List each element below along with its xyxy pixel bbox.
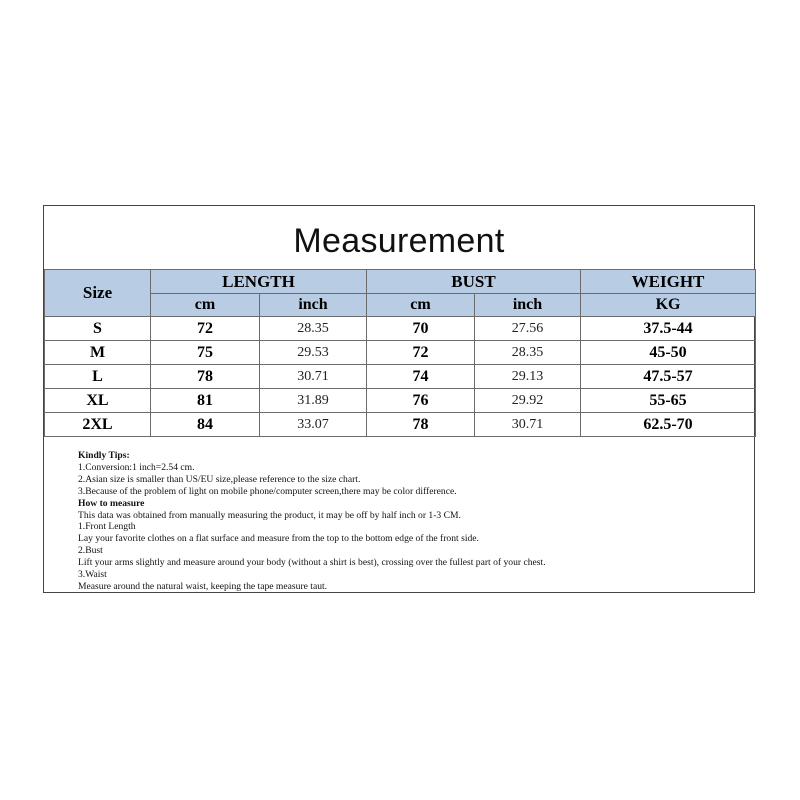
length-cm-cell: 75: [151, 341, 260, 365]
table-row: [45, 317, 756, 341]
length-inch-cell: 31.89: [260, 389, 367, 413]
length-cm-cell: 84: [151, 413, 260, 437]
tip-line: 2.Asian size is smaller than US/EU size,please reference to the size chart.: [78, 473, 361, 485]
size-chart: [43, 205, 755, 593]
how-line: Measure around the natural waist, keeping the tape measure taut.: [78, 580, 328, 592]
size-column-header: Size: [45, 270, 151, 317]
length-inch-cell: 29.53: [260, 341, 367, 365]
length-cm-cell: 72: [151, 317, 260, 341]
weight-cell: 45-50: [581, 341, 756, 365]
bust-inch-cell: 29.92: [475, 389, 581, 413]
length-inch-cell: 33.07: [260, 413, 367, 437]
length-inch-cell: 28.35: [260, 317, 367, 341]
bust-inch-cell: 28.35: [475, 341, 581, 365]
unit-header: cm: [367, 294, 475, 317]
weight-group-header: WEIGHT: [581, 270, 756, 294]
weight-cell: 55-65: [581, 389, 756, 413]
tips-heading: Kindly Tips:: [78, 450, 130, 461]
bust-cm-cell: 72: [367, 341, 475, 365]
table-unit-row: [45, 294, 756, 317]
tip-line: 3.Because of the problem of light on mobile phone/computer screen,there may be color difference.: [78, 485, 457, 497]
bust-inch-cell: 27.56: [475, 317, 581, 341]
size-table: [44, 269, 756, 437]
how-line: 1.Front Length: [78, 521, 136, 533]
length-cm-cell: 81: [151, 389, 260, 413]
table-row: [45, 413, 756, 437]
table-row: [45, 389, 756, 413]
table-row: [45, 341, 756, 365]
size-cell: XL: [45, 389, 151, 413]
unit-header: inch: [475, 294, 581, 317]
tips-section: [78, 450, 738, 593]
how-line: Lift your arms slightly and measure around your body (without a shirt is best), crossing over the fullest part of your chest.: [78, 557, 546, 569]
length-cm-cell: 78: [151, 365, 260, 389]
unit-header: cm: [151, 294, 260, 317]
chart-title: Measurement: [293, 222, 505, 260]
length-group-header: LENGTH: [151, 270, 367, 294]
tip-line: 1.Conversion:1 inch=2.54 cm.: [78, 461, 195, 473]
weight-cell: 37.5-44: [581, 317, 756, 341]
weight-cell: 47.5-57: [581, 365, 756, 389]
how-line: 2.Bust: [78, 545, 103, 557]
table-header-row: [45, 270, 756, 294]
how-line: 3.Waist: [78, 569, 107, 581]
length-inch-cell: 30.71: [260, 365, 367, 389]
unit-header: KG: [581, 294, 756, 317]
bust-inch-cell: 29.13: [475, 365, 581, 389]
how-line: This data was obtained from manually measuring the product, it may be off by half inch or 1-3 CM.: [78, 509, 461, 521]
size-cell: L: [45, 365, 151, 389]
bust-cm-cell: 78: [367, 413, 475, 437]
how-line: Lay your favorite clothes on a flat surface and measure from the top to the bottom edge of the front side.: [78, 533, 479, 545]
bust-cm-cell: 76: [367, 389, 475, 413]
table-row: [45, 365, 756, 389]
unit-header: inch: [260, 294, 367, 317]
size-cell: S: [45, 317, 151, 341]
bust-cm-cell: 70: [367, 317, 475, 341]
how-to-measure-heading: How to measure: [78, 497, 145, 509]
size-cell: 2XL: [45, 413, 151, 437]
bust-cm-cell: 74: [367, 365, 475, 389]
bust-inch-cell: 30.71: [475, 413, 581, 437]
bust-group-header: BUST: [367, 270, 581, 294]
weight-cell: 62.5-70: [581, 413, 756, 437]
size-cell: M: [45, 341, 151, 365]
